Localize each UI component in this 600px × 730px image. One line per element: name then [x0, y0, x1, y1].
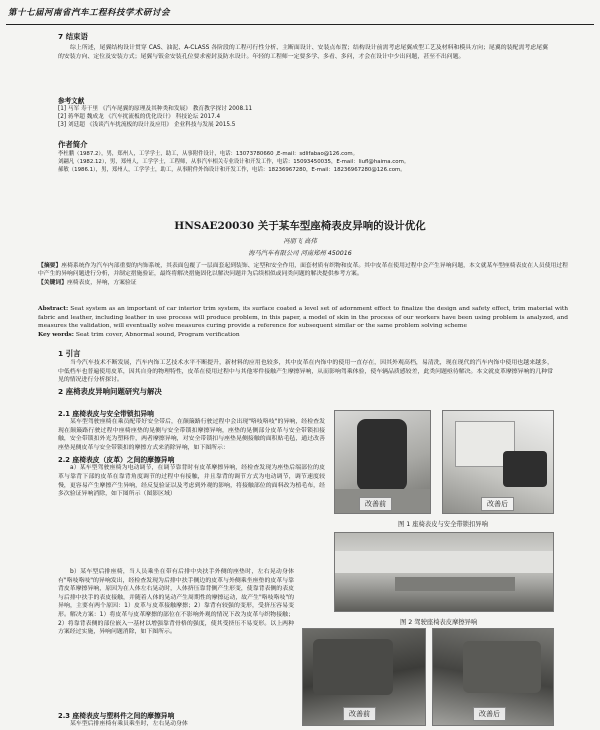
keywords-cn-text: 座椅表皮，异响，方案验证	[67, 279, 137, 286]
seat-buckle-shape	[357, 419, 407, 491]
left-column	[58, 408, 325, 499]
fig3-photo-before	[302, 628, 426, 726]
armrest-shape	[313, 639, 393, 695]
fig3-before-label: 改善前	[343, 707, 376, 721]
fig1-caption: 图 1 座椅表皮与安全带锁扣异响	[398, 521, 488, 528]
section2-heading: 2 座椅表皮异响问题研究与解决	[58, 386, 162, 396]
abstract-cn-text: 座椅系统作为汽车内部重要的内饰系统，其表面包覆了一层面套起到装饰、定型和安全作用，面套材质有织物和皮革。其中皮革在使用过程中会产生异响问题，本文就某车型座椅表皮在人员使用过程中产生的异响问题进行分析，并制定措施验证，最终将解决措施固化以解决问题并为后续相似或同类问题的解决提供参考方案。	[38, 263, 568, 278]
conclusion-section	[58, 31, 548, 61]
armrest-fabric-shape	[463, 641, 541, 693]
seat-seam-shape	[395, 577, 515, 591]
introduction-section	[58, 348, 553, 397]
fig2-caption: 图 2 驾驶座椅表皮摩擦异响	[400, 619, 478, 626]
abstract-cn-label: 【摘要】	[38, 263, 62, 269]
fig2-photo	[334, 532, 554, 612]
s23-section	[58, 710, 294, 729]
author-bio: 刘翩凡（1982.12），男，郑州人，工学学士，工程师，从事汽车相关专业设计和开发工作，电话：15093450035，E-mail：liufl@haima.com。	[58, 159, 410, 165]
author-bio: 李杜鹏（1987.2），男，郑州人，工学学士，助工，从事附件设计，电话：13073780660 ,E-mail：sdlifabao@126.com。	[58, 151, 359, 157]
s23-heading: 2.3 座椅表皮与塑料件之间的摩擦异响	[58, 712, 175, 720]
header-rule	[6, 24, 594, 25]
s22-text-a: a）某车型驾驶座椅为电动调节，在调节靠背时有皮革摩擦异响，经检查发现为座垫后端部位的皮革与靠背下部的皮革在靠背角度调节的过程中有接触，并且靠背的调节方式为电动调节，调节速度较慢，更容易产生摩擦产生异响，经反复验证以及考虑到外观的影响，将接触部位的面料改为植毛布，经多次验证异响消除，如下图所示（图影区域）	[58, 465, 325, 498]
author-bios	[58, 139, 558, 174]
paper-affiliation: 海马汽车有限公司 河南郑州 450016	[248, 250, 352, 257]
references-heading: 参考文献	[58, 97, 85, 105]
seat-back-edge-shape	[335, 551, 554, 573]
keywords-en-text: Seat trim cover, Abnormal sound, Program verification	[75, 331, 240, 338]
conclusion-text: 综上所述，尾翼结构设计贯穿 CAS、油泥、A-CLASS 各阶段的工程可行性分析、主断面设计、安装点布置；结构设计前需考虑尾翼成型工艺及材料和模具方向；尾翼的装配需考虑尾翼的安装方向、定位及安装方式；尾翼与钣金安装孔位要求密封及防水设计。年轻的工程师一定要多学、多看、多问，才会在设计中少出问题，甚至不出问题。	[58, 45, 548, 60]
buckle-shape	[503, 451, 547, 487]
s22-heading: 2.2 座椅表皮（皮革）之间的摩擦异响	[58, 456, 175, 465]
intro-heading: 1 引言	[58, 349, 81, 358]
abstract-en-label: Abstract:	[38, 305, 69, 312]
intro-text: 当今汽车技术不断发展，汽车内饰工艺技术水平不断提升，新材料的应用也较多，其中皮革在内饰中的使用一直存在，因其外观高档，易清洗，现在现代的汽车内饰中使用也越来越多，中低档车也普遍使用皮革，因其自身的物理特性，皮革在使用过程中与其他零件接触产生摩擦异响，从而影响驾乘体验，使车辆品质感较差，此类问题亟待解决。本文就皮革摩擦异响的几种常见的情况进行分析探讨。	[58, 360, 553, 384]
s21-text: 某车型驾驶座椅在乘员配带好安全带后，在颠簸路行驶过程中会出现"咯吱咯吱"的异响，经检查发现在颠簸路行驶过程中座椅座垫的晃侧与安全带锁扣摩擦异响，座垫的晃侧部分皮革与安全带锁扣接触，安全带锁扣外光为塑料件，两者摩擦异响，对安全带锁扣与座垫晃侧接触的面积贴毛毡，通过改善座垫晃侧皮革与安全带锁扣的摩擦方式来消除异响，如下图所示：	[58, 419, 325, 451]
paper-authors: 冯朋飞 高伟	[283, 238, 317, 245]
keywords-en-label: Key words:	[38, 330, 74, 338]
fig1-after-label: 改善后	[481, 497, 514, 511]
paper-title: HNSAE20030 关于某车型座椅表皮异响的设计优化	[174, 220, 426, 232]
abstract-en-text: Seat system as an important of car interior trim system, its surface coated a level set of adornment effect to finalize the design and safety effect, trim material with fabric and leather, including leather in use process will produce problem, in this paper, a model of skin in the process of our workers have been using problem is analyzed, and measures the validation, will eventually solve measures curing provide a reference for subsequent similar or the same problem solving scheme	[38, 306, 568, 330]
running-header: 第十七届河南省汽车工程科技学术研讨会	[8, 8, 171, 18]
fig3-photo-after	[432, 628, 554, 726]
abstract-en	[38, 305, 568, 339]
conclusion-heading: 7 结束语	[58, 32, 88, 41]
fig3-after-label: 改善后	[473, 707, 506, 721]
author-bios-heading: 作者简介	[58, 140, 88, 149]
prev-references	[58, 95, 548, 129]
s22-text-b: b）某车型后排座椅，当人员乘坐在带有后排中央扶手外侧的座垫时，左右晃动身体有"咯吱咯吱"的异响发出，经检查发现为后排中扶手侧边的皮革与外侧乘坐座垫的皮革与靠背皮革摩擦异响，原因为在人体左右晃动时，人体挤压靠背侧产生形变，使靠背表侧的表皮与后排中扶手的表皮接触，并随着人体的晃动产生周期性的摩擦运动，故产生"咯吱咯吱"的异响，主要有两个原因：1）皮革与皮革接触摩擦；2）靠背有较强的变形，受挤压容易变形。解决方案：1）将皮革与皮革摩擦的部位在不影响外观的情况下改为皮革与织物接触；2）将靠背表侧的部位嵌入一基材以增强靠背骨格的强度，使其受挤压不易变形。以上两种方案经过实施，异响问题消除，如下图所示。	[58, 569, 294, 636]
fig1-photo-after	[442, 410, 554, 514]
reference-item: [1] 马军 寿干里 《汽车尾翼的原理及其种类和发展》 教育教学探讨 2008.11	[58, 106, 253, 112]
abstract-cn	[38, 262, 568, 287]
keywords-cn-label: 【关键词】	[38, 279, 67, 286]
author-bio: 郝敏（1986.1），男，郑州人，工学学士，助工，从事附件外饰设计和开发工作，电话：18236967280，E-mail：18236967280@126.com。	[58, 167, 406, 173]
left-column-lower	[58, 568, 294, 637]
reference-item: [3] 刘廷超 《浅谈汽车扰流板的设计及应用》 企业科技与发展 2015.5	[58, 122, 236, 128]
s23-text: 某车型后排座椅有乘员乘坐时，左右晃动身体	[70, 721, 188, 727]
reference-item: [2] 蒋华超 魏成龙 《汽车扰流板的优化设计》 科技论坛 2017.4	[58, 114, 221, 120]
fig1-photo-before	[334, 410, 431, 514]
s21-heading: 2.1 座椅表皮与安全带锁扣异响	[58, 410, 154, 418]
fig1-before-label: 改善前	[359, 497, 392, 511]
